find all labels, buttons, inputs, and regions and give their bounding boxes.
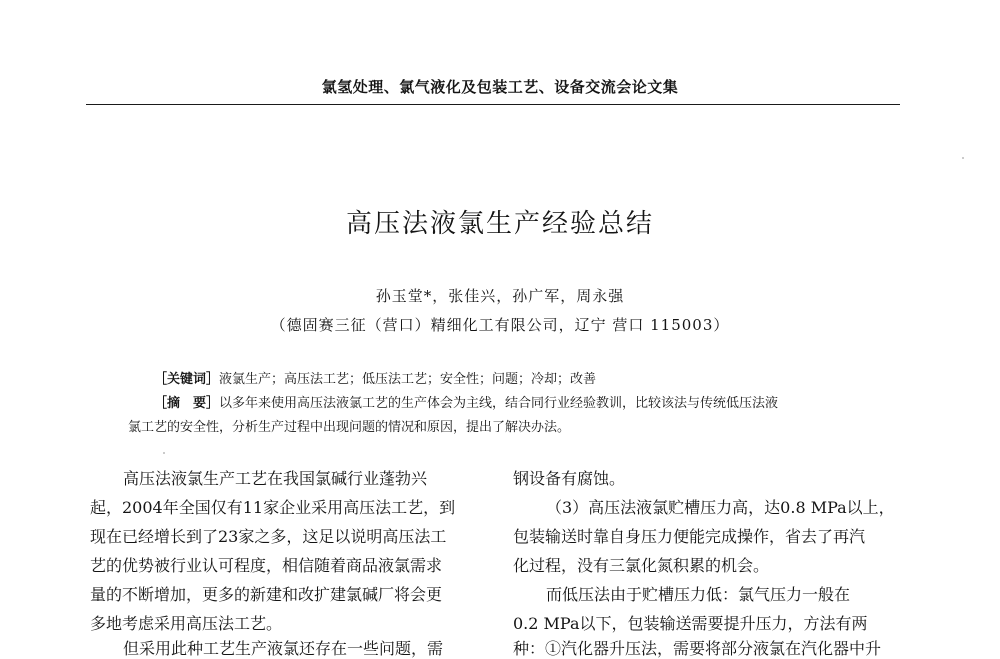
abstract-line-2: 氯工艺的安全性，分析生产过程中出现问题的情况和原因，提出了解决办法。 xyxy=(128,420,571,435)
keywords xyxy=(154,368,596,387)
body-left-line: 量的不断增加，更多的新建和改扩建氯碱厂将会更 xyxy=(90,585,443,604)
body-right-line: 化过程，没有三氯化氮积累的机会。 xyxy=(513,556,770,575)
scan-speck xyxy=(163,452,165,454)
body-left-line: 现在已经增长到了23家之多，这足以说明高压法工 xyxy=(90,527,447,546)
running-header: 氯氢处理、氯气液化及包装工艺、设备交流会论文集 xyxy=(321,78,679,96)
affiliation: （德固赛三征（营口）精细化工有限公司，辽宁 营口 115003） xyxy=(270,316,730,334)
body-right-line: 钢设备有腐蚀。 xyxy=(513,469,626,488)
keywords-text: 液氯生产；高压法工艺；低压法工艺；安全性；问题；冷却；改善 xyxy=(219,372,597,387)
abstract xyxy=(154,392,778,411)
body-right-line: 包装输送时靠自身压力便能完成操作，省去了再汽 xyxy=(513,527,866,546)
body-left-line: 高压法液氯生产工艺在我国氯碱行业蓬勃兴 xyxy=(123,469,428,488)
body-left-line: 艺的优势被行业认可程度，相信随着商品液氯需求 xyxy=(90,556,443,575)
scan-speck xyxy=(962,157,964,159)
body-left-line: 多地考虑采用高压法工艺。 xyxy=(90,614,283,633)
body-right-line: 而低压法由于贮槽压力低：氯气压力一般在 xyxy=(546,585,851,604)
abstract-line-1: 以多年来使用高压法液氯工艺的生产体会为主线，结合同行业经验教训，比较该法与传统低压法液 xyxy=(219,396,779,411)
body-right-line: 0.2 MPa以下，包装输送需要提升压力，方法有两 xyxy=(513,614,868,633)
body-left-line: 起，2004年全国仅有11家企业采用高压法工艺，到 xyxy=(90,498,456,517)
abstract-label: ［摘 要］ xyxy=(154,396,220,411)
body-right-line: （3）高压法液氯贮槽压力高，达0.8 MPa以上， xyxy=(546,498,895,517)
article-title: 高压法液氯生产经验总结 xyxy=(345,209,654,239)
header-rule xyxy=(86,104,900,105)
body-right-line: 种：①汽化器升压法，需要将部分液氯在汽化器中升 xyxy=(513,639,882,658)
body-left-line: 但采用此种工艺生产液氯还存在一些问题，需 xyxy=(123,639,444,658)
author-list: 孙玉堂*，张佳兴，孙广军，周永强 xyxy=(375,287,625,305)
keywords-label: ［关键词］ xyxy=(154,372,220,387)
